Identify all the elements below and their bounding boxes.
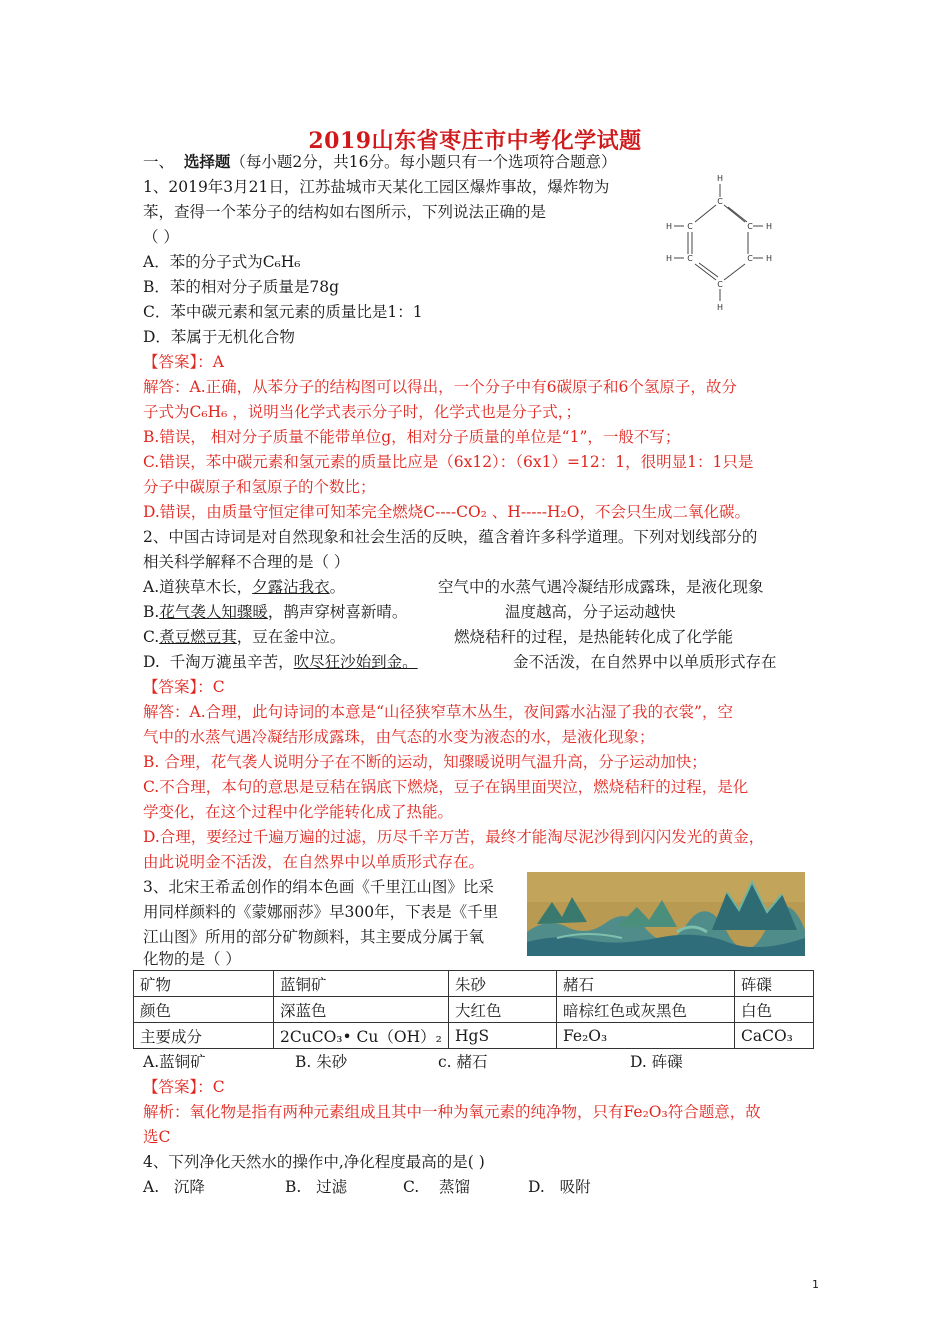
q3-option-d: D. 砗磲 <box>630 1053 683 1071</box>
q3-option-a: A.蓝铜矿 <box>143 1053 206 1071</box>
q1-option-a: A．苯的分子式为C₆H₆ <box>143 253 301 271</box>
q4-option-b: B. 过滤 <box>285 1178 348 1196</box>
q1-explanation-line: C.错误，苯中碳元素和氢元素的质量比应是（6x12）：（6x1）=12：1，很明显1：1只是 <box>143 453 754 471</box>
q4-option-c: C. 蒸馏 <box>403 1178 470 1196</box>
table-cell: 深蓝色 <box>274 997 449 1023</box>
q3-line-2: 用同样颜料的《蒙娜丽莎》早300年，下表是《千里 <box>143 903 499 921</box>
landscape-painting-image <box>527 872 805 956</box>
atom-label: H <box>665 254 673 263</box>
section-number: 一、 <box>143 153 175 171</box>
q3-explanation-line: 解析：氧化物是指有两种元素组成且其中一种为氧元素的纯净物，只有Fe₂O₃符合题意，故 <box>143 1103 761 1121</box>
q4-line: 4、下列净化天然水的操作中,净化程度最高的是( ) <box>143 1153 485 1171</box>
underlined-phrase: 夕露沾我衣 <box>252 578 330 596</box>
q2-explanation-line: D.合理，要经过千遍万遍的过滤，历尽千辛万苦，最终才能淘尽泥沙得到闪闪发光的黄金， <box>143 828 765 846</box>
atom-label: C <box>747 222 753 231</box>
q1-explanation-line: B.错误， 相对分子质量不能带单位g，相对分子质量的单位是“1”，一般不写； <box>143 428 681 446</box>
q2-explanation-line: C.不合理，本句的意思是豆秸在锅底下燃烧，豆子在锅里面哭泣，燃烧秸秆的过程，是化 <box>143 778 749 796</box>
table-cell: 砗磲 <box>735 971 814 997</box>
q1-line-2: 苯，查得一个苯分子的结构如右图所示，下列说法正确的是 <box>143 203 547 221</box>
q3-line-3: 江山图》所用的部分矿物颜料，其主要成分属于氧 <box>143 928 485 946</box>
q2-answer: 【答案】：C <box>143 678 225 696</box>
q2-explanation-line: 学变化，在这个过程中化学能转化成了热能。 <box>143 803 454 821</box>
table-cell: 朱砂 <box>449 971 557 997</box>
table-cell: 矿物 <box>134 971 274 997</box>
table-cell: 蓝铜矿 <box>274 971 449 997</box>
q2-explanation-line: 气中的水蒸气遇冷凝结形成露珠，由气态的水变为液态的水，是液化现象； <box>143 728 655 746</box>
atom-label: C <box>717 197 723 206</box>
q1-line-3: （ ） <box>143 228 179 246</box>
atom-label: C <box>717 280 723 289</box>
q1-option-d: D．苯属于无机化合物 <box>143 328 295 346</box>
page-title: 2019山东省枣庄市中考化学试题 <box>308 128 642 154</box>
atom-label: H <box>765 222 773 231</box>
q1-explanation-line: D.错误，由质量守恒定律可知苯完全燃烧C----CO₂ 、H-----H₂O，不会只生成二氧化碳。 <box>143 503 750 521</box>
atom-label: H <box>765 254 773 263</box>
table-cell: 主要成分 <box>134 1023 274 1049</box>
table-cell: 大红色 <box>449 997 557 1023</box>
table-row <box>134 1023 814 1049</box>
q2-explanation-line: 解答：A.合理，此句诗词的本意是“山径狭窄草木丛生，夜间露水沾湿了我的衣裳”，空 <box>143 703 733 721</box>
atom-label: C <box>687 222 693 231</box>
underlined-phrase: 煮豆燃豆萁 <box>159 628 237 646</box>
q1-explanation-line: 解答：A.正确，从苯分子的结构图可以得出，一个分子中有6碳原子和6个氢原子，故分 <box>143 378 737 396</box>
benzene-structure-diagram <box>662 170 782 315</box>
q1-option-c: C．苯中碳元素和氢元素的质量比是1：1 <box>143 303 423 321</box>
q1-line-1: 1、2019年3月21日，江苏盐城市天某化工园区爆炸事故，爆炸物为 <box>143 178 610 196</box>
q4-option-a: A. 沉降 <box>143 1178 205 1196</box>
minerals-table <box>133 970 814 1049</box>
table-cell: HgS <box>449 1023 557 1049</box>
section-name: 选择题 <box>183 152 231 171</box>
q3-line-1: 3、北宋王希孟创作的绢本色画《千里江山图》比采 <box>143 878 494 896</box>
q3-option-b: B. 朱砂 <box>295 1053 348 1071</box>
q4-option-d: D. 吸附 <box>528 1178 591 1196</box>
q3-explanation-line: 选C <box>143 1128 171 1146</box>
atom-label: H <box>716 174 724 183</box>
table-cell: Fe₂O₃ <box>557 1023 735 1049</box>
table-cell: 白色 <box>735 997 814 1023</box>
atom-label: C <box>747 254 753 263</box>
table-cell: CaCO₃ <box>735 1023 814 1049</box>
atom-label: H <box>665 222 673 231</box>
q2-option-d-explanation: 金不活泼，在自然界中以单质形式存在 <box>513 653 777 671</box>
section-note: （每小题2分，共16分。每小题只有一个选项符合题意） <box>230 153 617 171</box>
q1-explanation-line: 子式为C₆H₆ ，说明当化学式表示分子时，化学式也是分子式，； <box>143 403 581 421</box>
q3-answer: 【答案】：C <box>143 1078 225 1096</box>
q3-line-4: 化物的是（ ） <box>143 950 241 968</box>
q2-option-d: D. 千淘万漉虽辛苦，吹尽狂沙始到金。 <box>143 653 418 671</box>
q2-option-c-explanation: 燃烧秸秆的过程，是热能转化成了化学能 <box>454 628 734 646</box>
q1-answer: 【答案】：A <box>143 353 224 371</box>
underlined-phrase: 花气袭人知骤暖 <box>159 603 268 621</box>
q2-line-2: 相关科学解释不合理的是（ ） <box>143 553 350 571</box>
q2-option-c: C.煮豆燃豆萁，豆在釜中泣。 <box>143 628 346 646</box>
table-cell: 2CuCO₃• Cu（OH）₂ <box>274 1023 449 1049</box>
atom-label: C <box>687 254 693 263</box>
table-cell: 暗棕红色或灰黑色 <box>557 997 735 1023</box>
q2-option-b-explanation: 温度越高，分子运动越快 <box>505 603 676 621</box>
atom-label: H <box>716 303 724 312</box>
q2-explanation-line: 由此说明金不活泼，在自然界中以单质形式存在。 <box>143 853 485 871</box>
q2-option-b: B.花气袭人知骤暖，鹊声穿树喜新晴。 <box>143 603 408 621</box>
section-header <box>143 152 616 172</box>
table-cell: 赭石 <box>557 971 735 997</box>
table-row <box>134 997 814 1023</box>
q2-option-a-explanation: 空气中的水蒸气遇冷凝结形成露珠，是液化现象 <box>438 578 764 596</box>
q1-option-b: B．苯的相对分子质量是78g <box>143 278 340 296</box>
q2-option-a: A.道狭草木长，夕露沾我衣。 <box>143 578 346 596</box>
q2-explanation-line: B. 合理，花气袭人说明分子在不断的运动，知骤暖说明气温升高，分子运动加快； <box>143 753 707 771</box>
q1-explanation-line: 分子中碳原子和氢原子的个数比； <box>143 478 376 496</box>
table-row <box>134 971 814 997</box>
q2-line-1: 2、中国古诗词是对自然现象和社会生活的反映，蕴含着许多科学道理。下列对划线部分的 <box>143 528 758 546</box>
q3-option-c: c. 赭石 <box>438 1053 488 1071</box>
table-cell: 颜色 <box>134 997 274 1023</box>
page-number: 1 <box>812 1278 819 1291</box>
underlined-phrase: 吹尽狂沙始到金。 <box>293 653 418 671</box>
